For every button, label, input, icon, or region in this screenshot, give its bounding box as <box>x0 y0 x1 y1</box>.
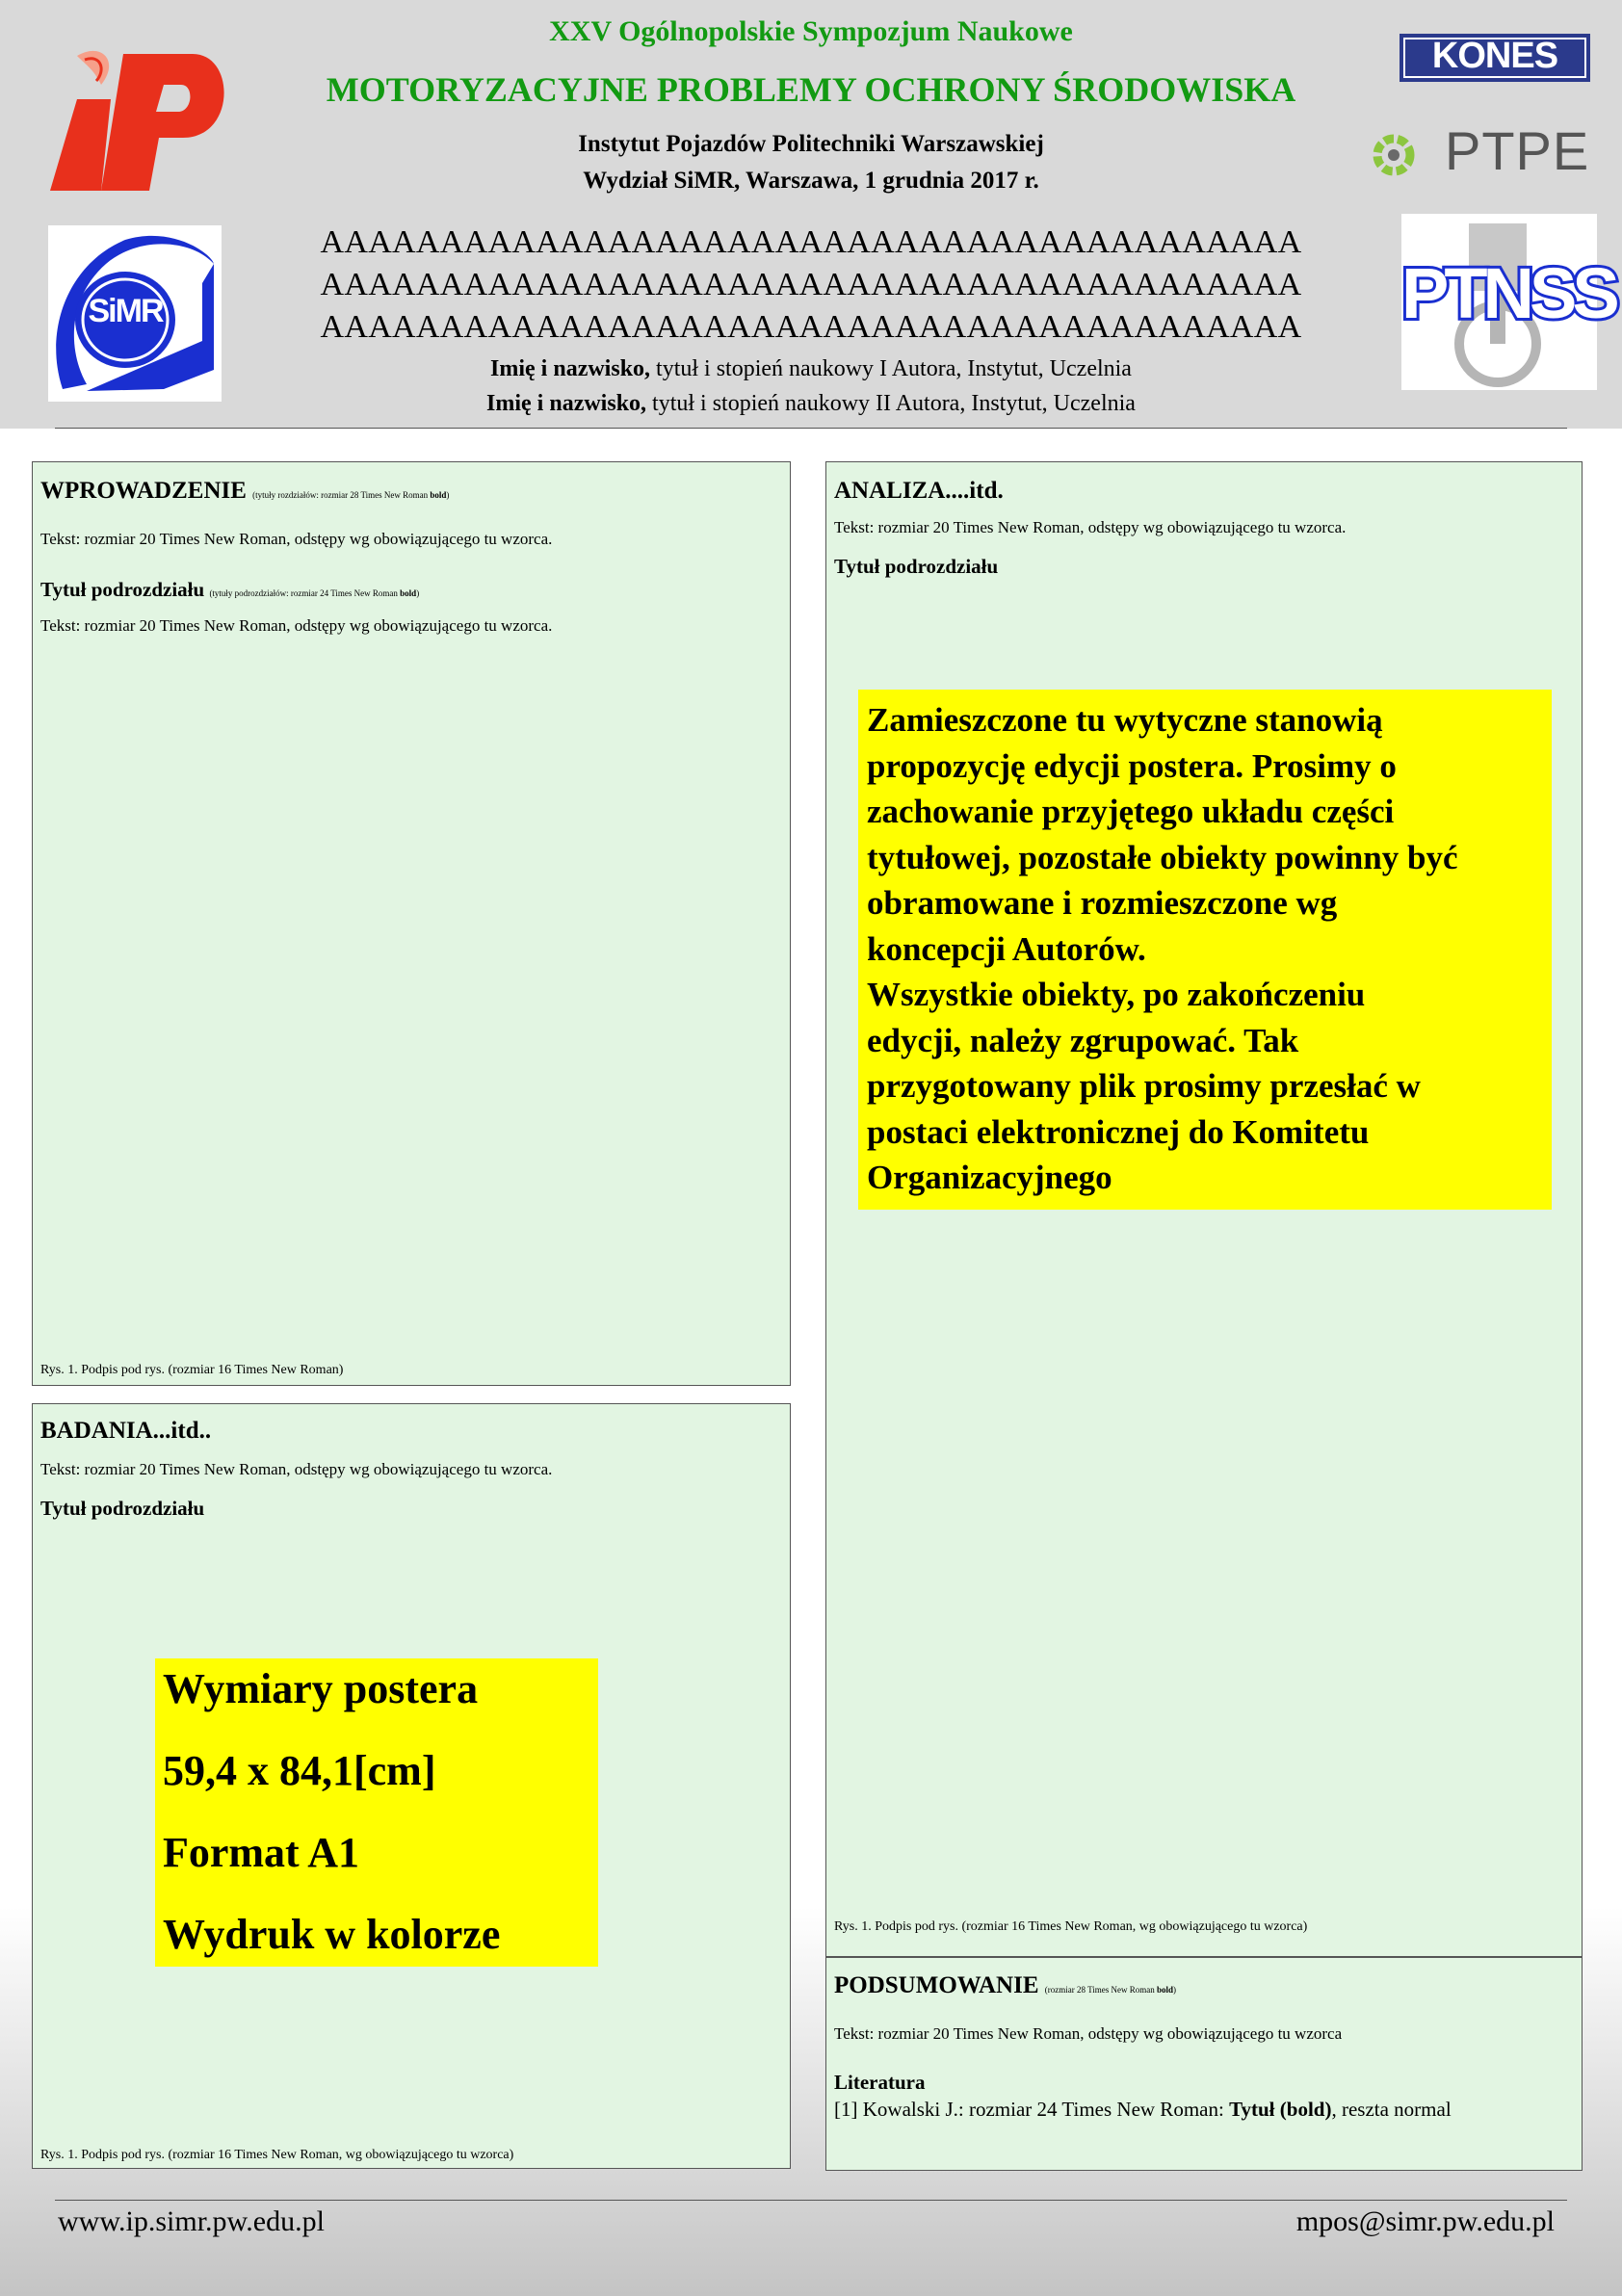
paper-title-line: AAAAAAAAAAAAAAAAAAAAAAAAAAAAAAAAAAAAAAAAA <box>320 267 1302 302</box>
body-text: Tekst: rozmiar 20 Times New Roman, odstępy wg obowiązującego tu wzorca. <box>40 530 553 548</box>
author-2 <box>0 391 1622 417</box>
note-bold: bold <box>430 490 447 500</box>
note-line: Wszystkie obiekty, po zakończeniu <box>867 976 1366 1013</box>
note-text: (rozmiar 28 Times New Roman <box>1044 1985 1158 1995</box>
section-heading <box>834 1972 1176 1999</box>
body-text: Tekst: rozmiar 20 Times New Roman, odstępy wg obowiązującego tu wzorca. <box>40 1460 553 1478</box>
subheading-text: Tytuł podrozdziału <box>40 578 205 601</box>
section-heading: ANALIZA....itd. <box>834 478 1004 504</box>
note-line: edycji, należy zgrupować. Tak <box>867 1021 1299 1059</box>
note-text: (tytuły podrozdziałów: rozmiar 24 Times New Roman <box>209 588 401 598</box>
note-text: ) <box>416 588 420 598</box>
subsection-heading: Tytuł podrozdziału <box>834 555 999 578</box>
figure-caption: Rys. 1. Podpis pod rys. (rozmiar 16 Times New Roman) <box>40 1363 344 1377</box>
footer-divider <box>55 2200 1567 2201</box>
body-text: Tekst: rozmiar 20 Times New Roman, odstępy wg obowiązującego tu wzorca <box>834 2024 1343 2043</box>
ptpe-logo-text: PTPE <box>1445 120 1590 181</box>
literature-heading: Literatura <box>834 2071 926 2094</box>
gear-icon <box>1362 123 1429 191</box>
header-divider <box>55 428 1567 429</box>
note-line: Format A1 <box>163 1829 360 1876</box>
author-name: Imię i nazwisko, <box>490 356 651 381</box>
section-heading <box>40 478 449 505</box>
lit-text: , reszta normal <box>1331 2098 1452 2121</box>
heading-text: PODSUMOWANIE <box>834 1972 1039 1998</box>
note-line: Zamieszczone tu wytyczne stanowią <box>867 701 1383 739</box>
kones-logo <box>1400 34 1590 82</box>
section-divider <box>826 1956 1582 1958</box>
note-line: zachowanie przyjętego układu części <box>867 793 1395 830</box>
ip-logo <box>48 46 231 196</box>
note-text: ) <box>446 490 450 500</box>
lit-bold: Tytuł (bold) <box>1229 2098 1332 2121</box>
heading-note <box>252 490 449 500</box>
paper-title-line: AAAAAAAAAAAAAAAAAAAAAAAAAAAAAAAAAAAAAAAAA <box>320 309 1302 345</box>
note-line: propozycję edycji postera. Prosimy o <box>867 746 1397 785</box>
lit-text: [1] Kowalski J.: rozmiar 24 Times New Roman: <box>834 2098 1230 2121</box>
email-link[interactable]: mpos@simr.pw.edu.pl <box>1295 2205 1555 2237</box>
author-details: tytuł i stopień naukowy I Autora, Instytut, Uczelnia <box>650 356 1132 381</box>
ptpe-logo <box>1360 117 1591 187</box>
subsection-heading: Tytuł podrozdziału <box>40 1497 205 1520</box>
literature-item <box>834 2098 1452 2122</box>
note-line: tytułowej, pozostałe obiekty powinny być <box>867 838 1458 876</box>
simr-logo <box>48 225 222 402</box>
note-line: 59,4 x 84,1[cm] <box>163 1747 436 1794</box>
body-text: Tekst: rozmiar 20 Times New Roman, odstępy wg obowiązującego tu wzorca. <box>834 518 1347 536</box>
figure-caption: Rys. 1. Podpis pod rys. (rozmiar 16 Times New Roman, wg obowiązującego tu wzorca) <box>40 2148 514 2162</box>
author-details: tytuł i stopień naukowy II Autora, Instytut, Uczelnia <box>646 391 1136 416</box>
faculty-date: Wydział SiMR, Warszawa, 1 grudnia 2017 r. <box>583 168 1039 194</box>
poster-format-note <box>155 1658 598 1967</box>
note-line: koncepcji Autorów. <box>867 929 1146 968</box>
body-text: Tekst: rozmiar 20 Times New Roman, odstępy wg obowiązującego tu wzorca. <box>40 616 553 635</box>
poster-guidelines-note <box>858 690 1552 1210</box>
conference-title: MOTORYZACYJNE PROBLEMY OCHRONY ŚRODOWISKA <box>326 70 1296 109</box>
section-heading: BADANIA...itd.. <box>40 1418 212 1444</box>
simr-logo-text: SiMR <box>88 293 163 329</box>
note-line: Wydruk w kolorze <box>163 1911 501 1958</box>
heading-note <box>1045 1985 1176 1995</box>
note-text: ) <box>1173 1985 1177 1995</box>
panel-research <box>32 1403 791 2169</box>
note-line: postaci elektronicznej do Komitetu <box>867 1112 1370 1151</box>
paper-title <box>0 222 1622 349</box>
note-bold: bold <box>400 588 417 598</box>
note-line: Wymiary postera <box>163 1665 479 1712</box>
note-text <box>867 697 1458 1201</box>
institute-name: Instytut Pojazdów Politechniki Warszawskiej <box>578 131 1044 157</box>
note-bold: bold <box>1157 1985 1174 1995</box>
author-name: Imię i nazwisko, <box>486 391 647 416</box>
symposium-title: XXV Ogólnopolskie Sympozjum Naukowe <box>549 15 1073 47</box>
paper-title-line: AAAAAAAAAAAAAAAAAAAAAAAAAAAAAAAAAAAAAAAAA <box>320 224 1302 260</box>
note-line: przygotowany plik prosimy przesłać w <box>867 1067 1421 1105</box>
ptnss-logo-text: PTNSS <box>1401 253 1615 333</box>
panel-analysis <box>825 461 1583 2171</box>
figure-caption: Rys. 1. Podpis pod rys. (rozmiar 16 Times New Roman, wg obowiązującego tu wzorca) <box>834 1919 1308 1934</box>
kones-logo-text: KONES <box>1431 36 1558 76</box>
author-1 <box>0 356 1622 382</box>
note-line: Organizacyjnego <box>867 1159 1112 1196</box>
note-line: obramowane i rozmieszczone wg <box>867 884 1338 922</box>
subsection-heading <box>40 578 419 602</box>
ptnss-logo <box>1401 214 1615 390</box>
heading-text: WPROWADZENIE <box>40 478 247 504</box>
website-link[interactable]: www.ip.simr.pw.edu.pl <box>58 2205 325 2237</box>
panel-introduction <box>32 461 791 1386</box>
note-text: (tytuły rozdziałów: rozmiar 28 Times New Roman <box>252 490 431 500</box>
subheading-note <box>209 588 419 598</box>
